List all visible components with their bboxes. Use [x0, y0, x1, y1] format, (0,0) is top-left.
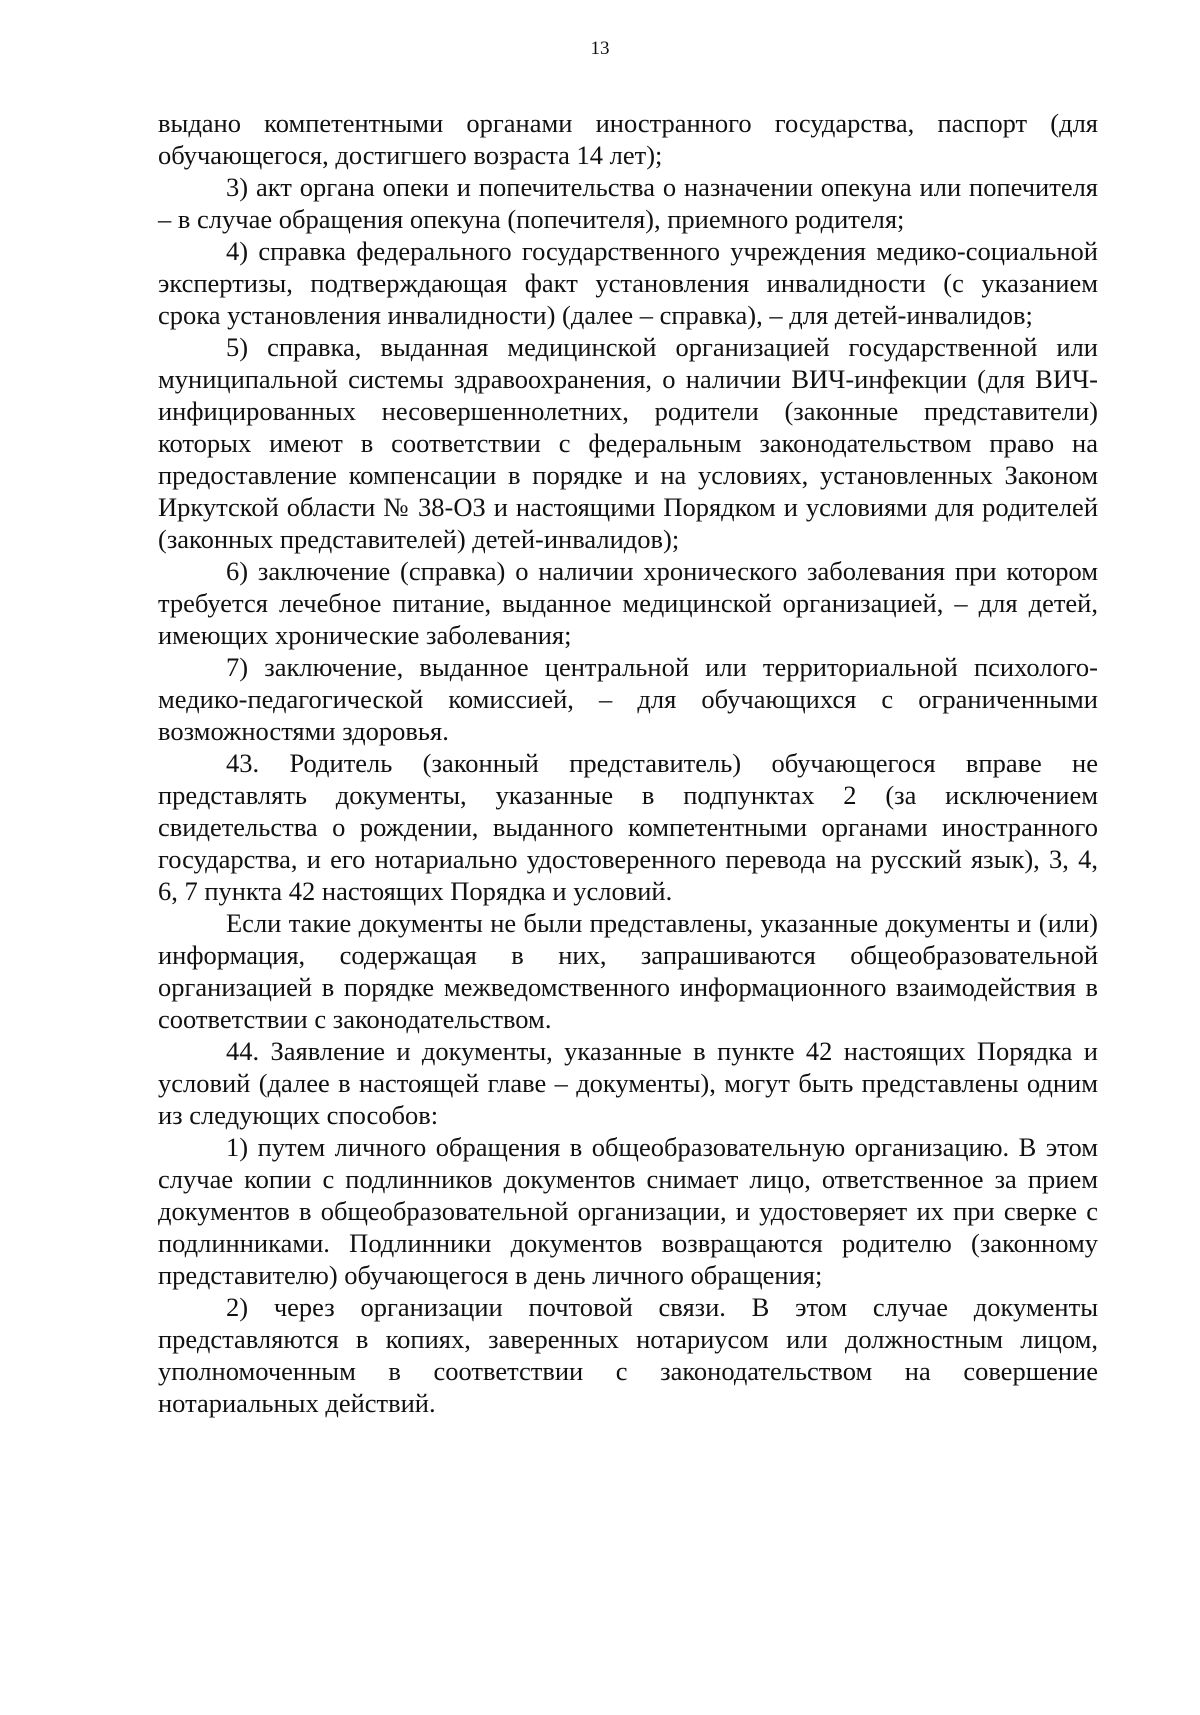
paragraph-clause-43-continued: Если такие документы не были представлены, указанные документы и (или) информация, содержащая в них, запрашиваются общеобразовательной организацией в порядке межведомственного информационного взаимодействия в соответствии с законодательством. — [158, 908, 1098, 1034]
paragraph-method-2: 2) через организации почтовой связи. В этом случае документы представляются в копиях, заверенных нотариусом или должностным лицом, уполномоченным в соответствии с законодательством на совершение нотариальных действий. — [158, 1292, 1098, 1418]
paragraph-item-4: 4) справка федерального государственного учреждения медико-социальной экспертизы, подтверждающая факт установления инвалидности (с указанием срока установления инвалидности) (далее – справка), – для детей-инвалидов; — [158, 236, 1098, 330]
document-body — [158, 107, 1098, 1419]
page-number: 13 — [590, 38, 610, 59]
paragraph-clause-43: 43. Родитель (законный представитель) обучающегося вправе не представлять документы, указанные в подпунктах 2 (за исключением свидетельства о рождении, выданного компетентными органами иностранного государства, и его нотариально удостоверенного перевода на русский язык), 3, 4, 6, 7 пункта 42 настоящих Порядка и условий. — [158, 748, 1098, 906]
paragraph-clause-44: 44. Заявление и документы, указанные в пункте 42 настоящих Порядка и условий (далее в настоящей главе – документы), могут быть представлены одним из следующих способов: — [158, 1036, 1098, 1130]
paragraph-continuation: выдано компетентными органами иностранного государства, паспорт (для обучающегося, достигшего возраста 14 лет); — [158, 108, 1098, 170]
paragraph-item-6: 6) заключение (справка) о наличии хронического заболевания при котором требуется лечебное питание, выданное медицинской организацией, – для детей, имеющих хронические заболевания; — [158, 556, 1098, 650]
paragraph-item-7: 7) заключение, выданное центральной или территориальной психолого-медико-педагогической комиссией, – для обучающихся с ограниченными возможностями здоровья. — [158, 652, 1098, 746]
paragraph-item-3: 3) акт органа опеки и попечительства о назначении опекуна или попечителя – в случае обращения опекуна (попечителя), приемного родителя; — [158, 172, 1098, 234]
paragraph-item-5: 5) справка, выданная медицинской организацией государственной или муниципальной системы здравоохранения, о наличии ВИЧ-инфекции (для ВИЧ-инфицированных несовершеннолетних, родители (законные представители) которых имеют в соответствии с федеральным законодательством право на предоставление компенсации в порядке и на условиях, установленных Законом Иркутской области № 38-ОЗ и настоящими Порядком и условиями для родителей (законных представителей) детей-инвалидов); — [158, 332, 1098, 554]
paragraph-method-1: 1) путем личного обращения в общеобразовательную организацию. В этом случае копии с подлинников документов снимает лицо, ответственное за прием документов в общеобразовательной организации, и удостоверяет их при сверке с подлинниками. Подлинники документов возвращаются родителю (законному представителю) обучающегося в день личного обращения; — [158, 1132, 1098, 1290]
